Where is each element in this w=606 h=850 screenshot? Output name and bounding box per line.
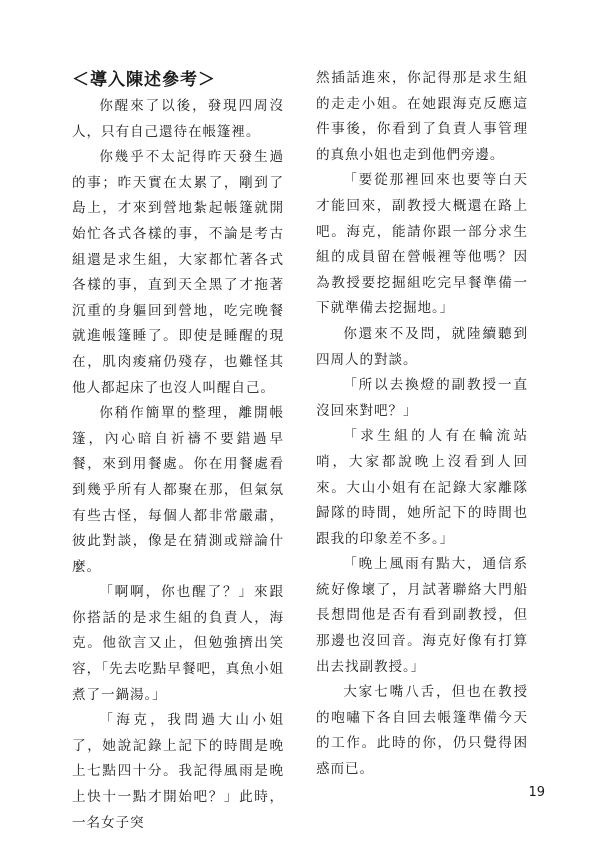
page-number: 19 bbox=[528, 785, 545, 800]
paragraph: 「晚上風雨有點大，通信系統好像壞了，月試著聯絡大門船長想問他是否有看到副教授，但那邊也沒回音。海克好像有打算出去找副教授。」 bbox=[316, 556, 528, 675]
paragraph: 大家七嘴八舌，但也在教授的咆嘯下各自回去帳篷準備今天的工作。此時的你，仍只覺得困惑而已。 bbox=[316, 684, 528, 778]
paragraph: 你醒來了以後，發現四周沒人，只有自己還待在帳篷裡。 bbox=[72, 98, 284, 140]
paragraph: 你幾乎不太記得昨天發生過的事；昨天實在太累了，剛到了島上，才來到營地紮起帳篷就開始忙各式各樣的事，不論是考古組還是求生組，大家都忙著各式各樣的事，直到天全黑了才拖著沉重的身軀回到營地，吃完晚餐就進帳篷睡了。即使是睡醒的現在，肌肉痠痛仍殘存，也難怪其他人都起床了也沒人叫醒自己。 bbox=[72, 149, 284, 396]
paragraph: 「啊啊，你也醒了？」來跟你搭話的是求生組的負責人，海克。他欲言又止，但勉強擠出笑容，「先去吃點早餐吧，真魚小姐煮了一鍋湯。」 bbox=[72, 584, 284, 703]
paragraph: 「要從那裡回來也要等白天才能回來，副教授大概還在路上吧。海克，能請你跟一部分求生組的成員留在營帳裡等他嗎？因為教授要挖掘組吃完早餐準備一下就準備去挖掘地。」 bbox=[316, 172, 528, 317]
paragraph: 「海克，我問過大山小姐了，她說記錄上記下的時間是晚上七點四十分。我記得風雨是晚上快十一點才開始吧？」此時，一名女子突 bbox=[72, 712, 284, 831]
section-title: ＜導入陳述參考＞ bbox=[72, 70, 216, 90]
paragraph: 你稍作簡單的整理，離開帳篷，內心暗自祈禱不要錯過早餐，來到用餐處。你在用餐處看到幾乎所有人都聚在那，但氣氛有些古怪，每個人都非常嚴肅，彼此對談，像是在猜測或辯論什麼。 bbox=[72, 405, 284, 575]
paragraph: 「求生組的人有在輪流站哨，大家都說晚上沒看到人回來。大山小姐有在記錄大家離隊歸隊的時間，她所記下的時間也跟我的印象差不多。」 bbox=[316, 428, 528, 547]
paragraph: 你還來不及問，就陸續聽到四周人的對談。 bbox=[316, 325, 528, 368]
paragraph-continued: 然插話進來，你記得那是求生組的走走小姐。在她跟海克反應這件事後，你看到了負責人事管理的真魚小姐也走到他們旁邊。 bbox=[316, 70, 528, 163]
left-column bbox=[72, 66, 284, 836]
right-column bbox=[316, 66, 528, 783]
paragraph: 「所以去換燈的副教授一直沒回來對吧？」 bbox=[316, 377, 528, 419]
